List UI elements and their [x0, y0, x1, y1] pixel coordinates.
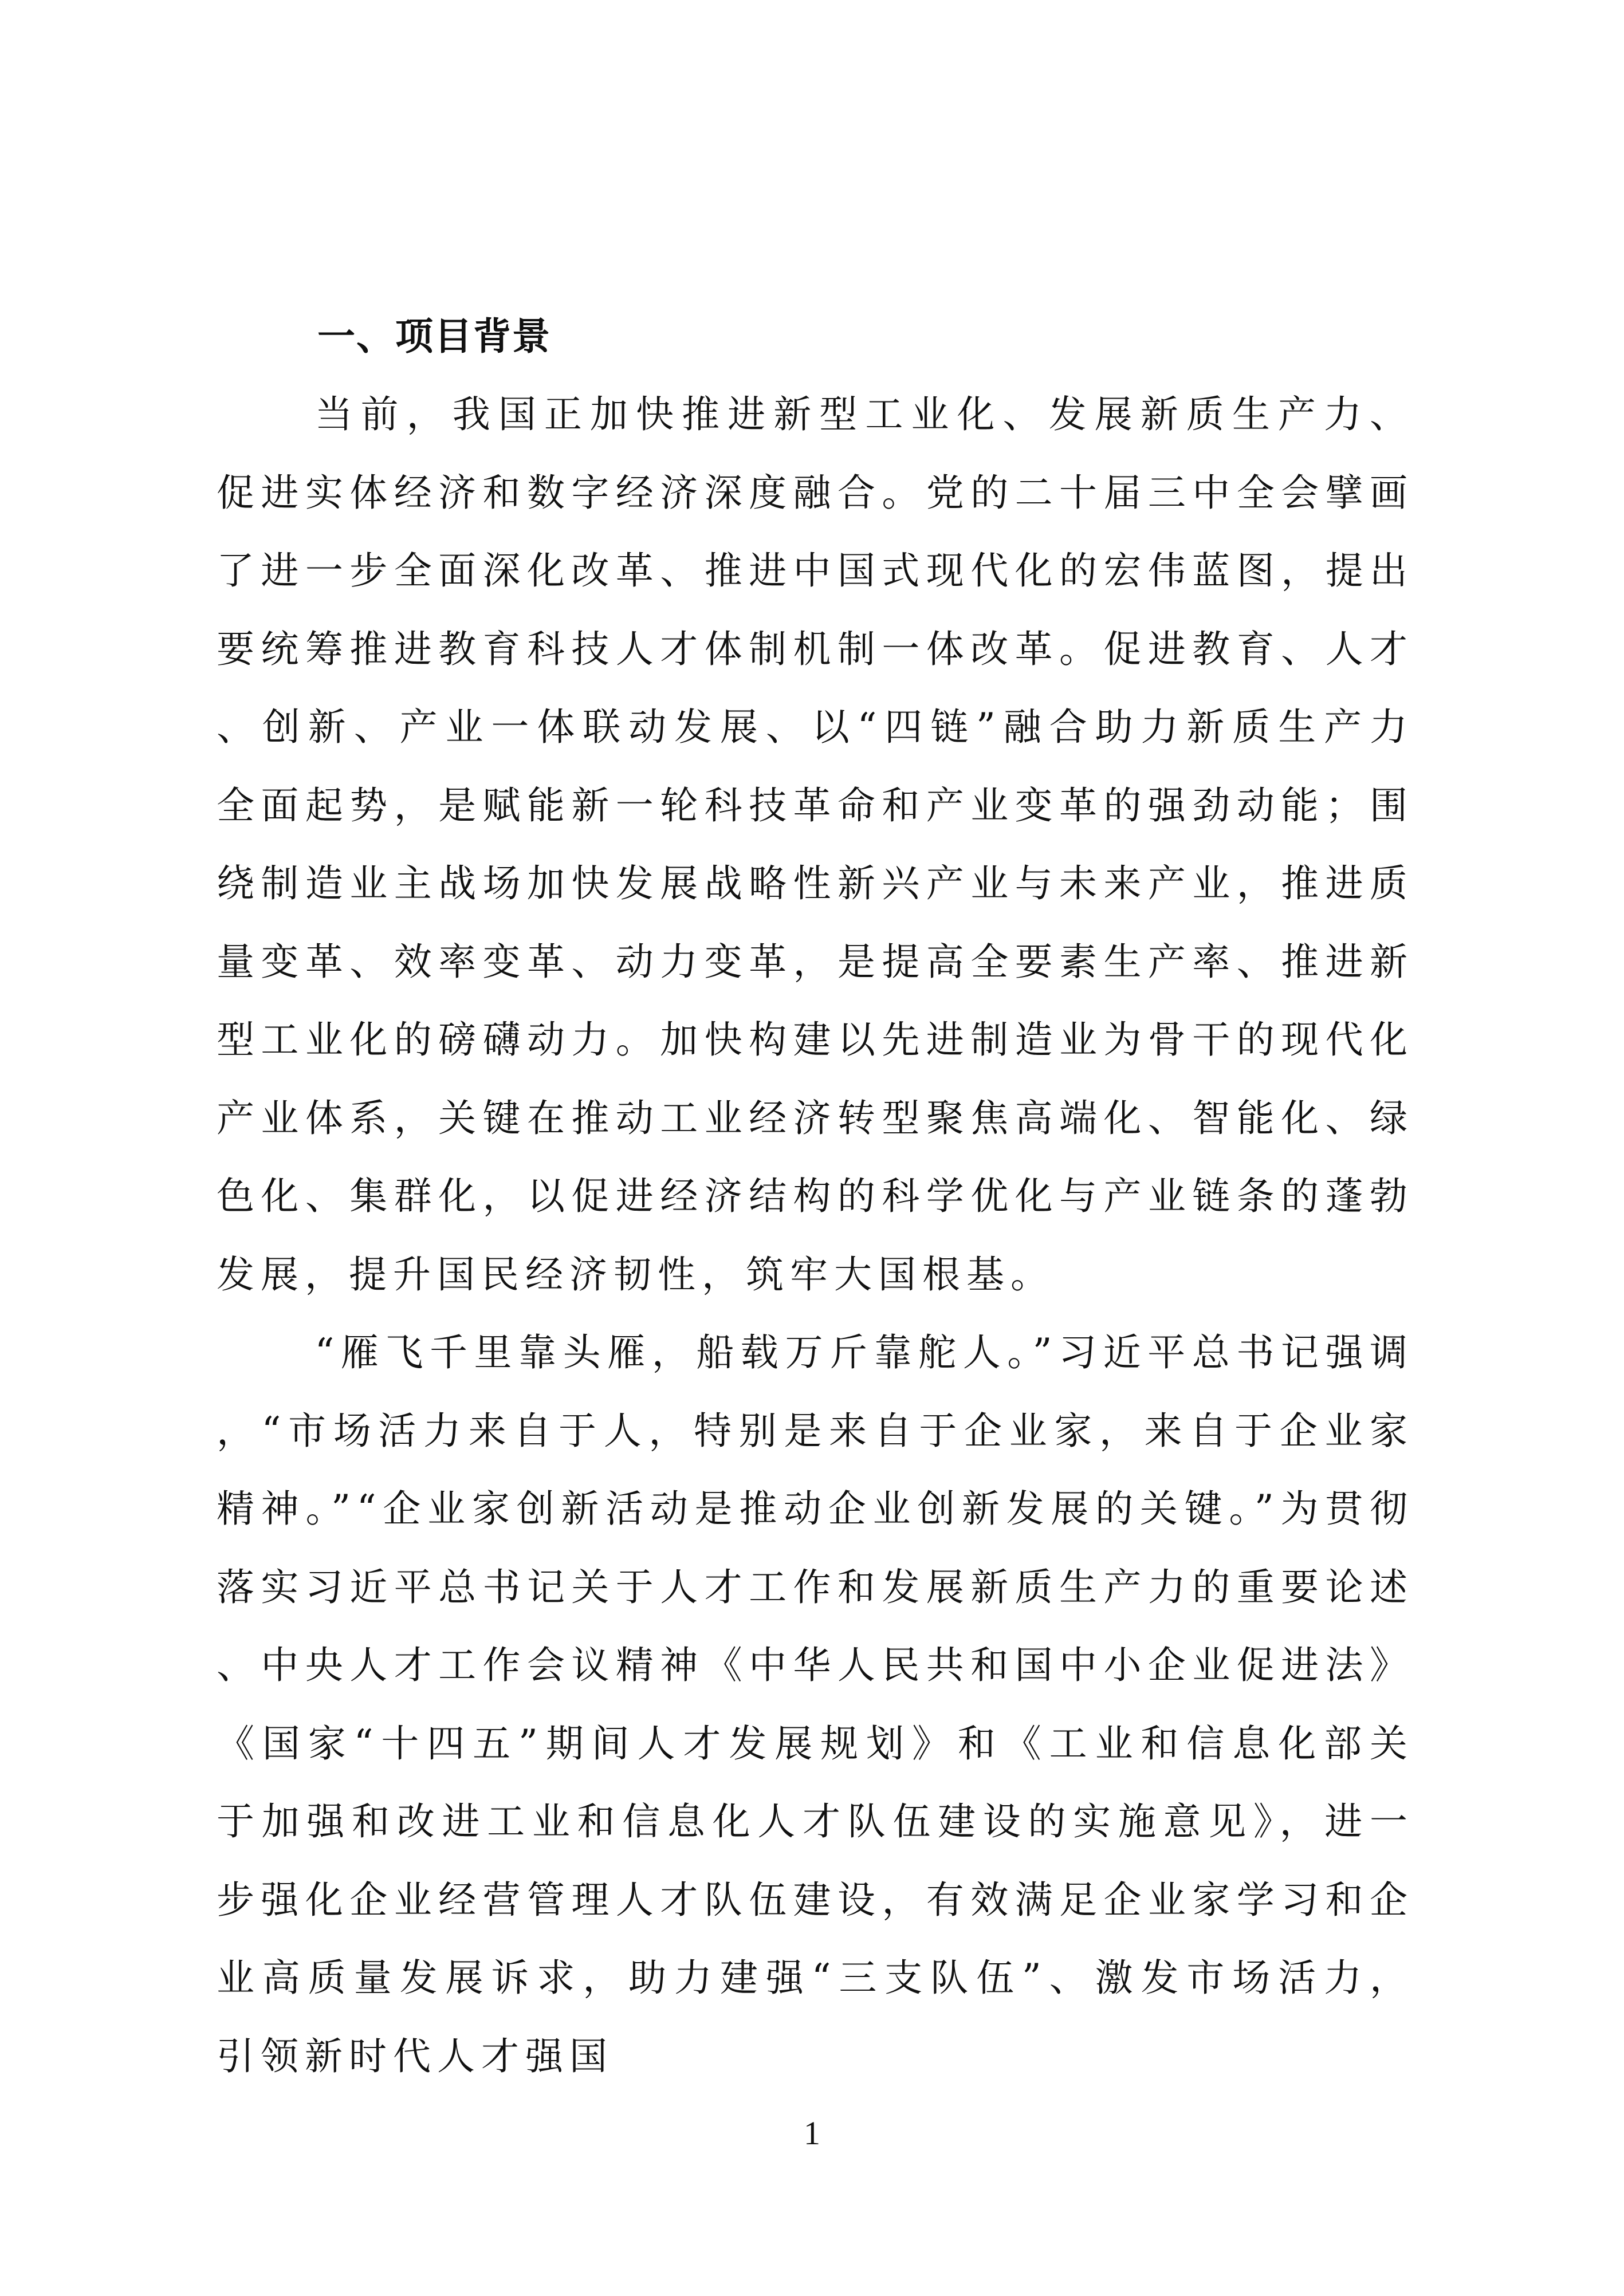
- paragraph-background: 当前，我国正加快推进新型工业化、发展新质生产力、促进实体经济和数字经济深度融合。党的二十届三中全会擘画了进一步全面深化改革、推进中国式现代化的宏伟蓝图，提出要统筹推进教育科技人才体制机制一体改革。促进教育、人才、创新、产业一体联动发展、以“四链”融合助力新质生产力全面起势，是赋能新一轮科技革命和产业变革的强劲动能；围绕制造业主战场加快发展战略性新兴产业与未来产业，推进质量变革、效率变革、动力变革，是提高全要素生产率、推进新型工业化的磅礴动力。加快构建以先进制造业为骨干的现代化产业体系，关键在推动工业经济转型聚焦高端化、智能化、绿色化、集群化，以促进经济结构的科学优化与产业链条的蓬勃发展，提升国民经济韧性，筑牢大国根基。: [217, 392, 1414, 1297]
- paragraph-quote: “雁飞千里靠头雁，船载万斤靠舵人。”习近平总书记强调，“市场活力来自于人，特别是来自于企业家，来自于企业家精神。”“企业家创新活动是推动企业创新发展的关键。”为贯彻落实习近平总书记关于人才工作和发展新质生产力的重要论述、中央人才工作会议精神《中华人民共和国中小企业促进法》《国家“十四五”期间人才发展规划》和《工业和信息化部关于加强和改进工业和信息化人才队伍建设的实施意见》，进一步强化企业经营管理人才队伍建设，有效满足企业家学习和企业高质量发展诉求，助力建强“三支队伍”、激发市场活力，引领新时代人才强国: [217, 1330, 1414, 2078]
- page-number: 1: [804, 2114, 820, 2152]
- document-body: [217, 298, 1414, 2096]
- section-heading: 一、项目背景: [317, 314, 551, 359]
